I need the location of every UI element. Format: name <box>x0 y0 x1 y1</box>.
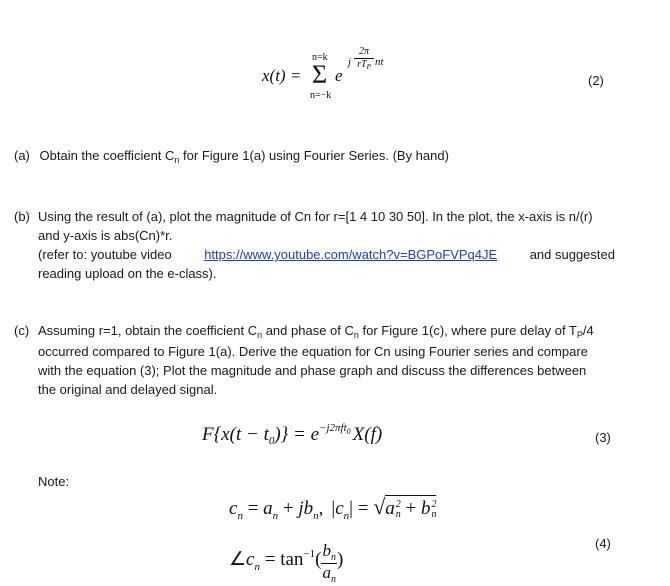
part-c-l1-sub3: P <box>576 330 583 340</box>
eq4-rad-b-scripts <box>431 500 436 520</box>
equation-4-number: (4) <box>595 536 611 551</box>
exp-den-sub: P <box>366 63 371 71</box>
youtube-link[interactable]: https://www.youtube.com/watch?v=BGPoFVPq4JE <box>204 247 498 262</box>
eq4-sqrt: √ <box>373 494 386 519</box>
exp-den-text: rT <box>357 59 367 70</box>
part-c-label: (c) <box>14 323 30 338</box>
equation-2 <box>262 46 402 102</box>
eq4-rad-a-sub: n <box>395 508 401 520</box>
eq4-rad-b-sub: n <box>431 508 437 520</box>
equation-4-line1 <box>229 494 436 528</box>
part-b-label: (b) <box>14 209 30 224</box>
part-b-line4: reading upload on the e-class). <box>38 266 217 281</box>
part-c-line1 <box>38 321 618 342</box>
eq4-a-sub: n <box>272 510 279 522</box>
eq4-paren-close: ) <box>336 548 344 570</box>
eq4-angle-c: c <box>246 548 255 570</box>
part-b-line3-pre: (refer to: youtube video <box>38 247 172 262</box>
eq4-equals: = <box>242 498 264 519</box>
eq4-equals-3: = <box>259 548 281 570</box>
eq4-frac-b-sub: n <box>330 552 336 563</box>
equation-4-line2 <box>229 536 343 585</box>
part-c-l1-sub1: n <box>257 330 263 340</box>
eq4-c: c <box>229 498 238 519</box>
eq4-c-sub: n <box>237 510 243 522</box>
part-a-text-post: for Figure 1(a) using Fourier Series. (By hand) <box>179 148 449 163</box>
part-a-label: (a) <box>14 148 30 163</box>
exp-denominator <box>354 59 374 71</box>
eq4-rad-a: a <box>385 498 395 519</box>
eq4-rad-a-sup: 2 <box>395 498 401 510</box>
exp-fraction <box>354 46 374 71</box>
part-c-line2: occurred compared to Figure 1(a). Derive the equation for Cn using Fourier series and compare <box>38 344 588 359</box>
eq4-plus: + <box>278 498 299 519</box>
eq4-fraction <box>321 542 337 585</box>
part-a-sub: n <box>174 155 180 165</box>
part-c-l1-c: for Figure 1(c), where pure delay of T <box>358 323 577 338</box>
part-b-line3 <box>38 245 615 264</box>
sum-symbol: Σ <box>312 60 328 89</box>
part-c-l1-d: /4 <box>582 323 594 338</box>
eq4-abs-c-sub: n <box>343 510 350 522</box>
eq4-tan-inverse: −1 <box>303 547 316 560</box>
equation-3-exp <box>319 422 351 434</box>
exp-numerator: 2π <box>354 46 374 59</box>
eq4-rad-b: b <box>420 498 431 519</box>
equation-3-exp-text: −j2πft <box>319 422 347 434</box>
sum-upper-limit: n=k <box>312 52 328 63</box>
eq4-jb-sub: n <box>313 510 319 522</box>
eq4-abs-open: | <box>331 498 336 519</box>
part-b-body <box>38 207 618 283</box>
eq4-abs-c: c <box>335 498 344 519</box>
eq4-equals-2: = <box>352 498 374 519</box>
eq4-comma: , <box>318 498 324 519</box>
part-b-line2: and y-axis is abs(Cn)*r. <box>38 228 173 243</box>
exp-j: j <box>348 56 352 68</box>
eq4-frac-a: a <box>322 563 331 582</box>
exp-base: e <box>335 66 343 85</box>
eq4-angle: ∠ <box>229 548 247 570</box>
part-b-line3-post: and suggested <box>529 247 615 262</box>
part-c-l1-b: and phase of C <box>262 323 354 338</box>
eq4-frac-num <box>321 542 337 564</box>
part-c-l1-a: Assuming r=1, obtain the coefficient C <box>38 323 258 338</box>
part-a <box>14 146 449 167</box>
exp-suffix: nt <box>375 56 384 68</box>
eq4-a: a <box>263 498 273 519</box>
eq4-angle-c-sub: n <box>254 560 260 573</box>
eq4-abs-close: | <box>349 498 353 519</box>
part-c-line4: the original and delayed signal. <box>38 382 218 397</box>
part-c-line3: with the equation (3); Plot the magnitude and phase graph and discuss the differences between <box>38 363 587 378</box>
eq4-rad-plus: + <box>400 498 421 519</box>
part-c-l1-sub2: n <box>353 330 359 340</box>
equation-3-number: (3) <box>595 430 611 445</box>
eq4-tan: tan <box>280 548 304 570</box>
part-b-line1: Using the result of (a), plot the magnitude of Cn for r=[1 4 10 30 50]. In the plot, the x-axis is n/(r) <box>38 209 593 224</box>
equation-3-lhs-end: )} = e <box>274 424 320 445</box>
eq4-frac-b: b <box>322 541 331 560</box>
equation-3-lhs: F{x(t − t <box>202 424 269 445</box>
eq4-frac-den <box>321 564 337 585</box>
equation-2-lhs: x(t) = <box>262 66 302 85</box>
sum-lower-limit: n=−k <box>310 90 332 101</box>
eq4-paren-open: ( <box>315 548 322 570</box>
equation-3-rhs: X(f) <box>352 424 383 445</box>
equation-3-lhs-sub: 0 <box>268 435 275 447</box>
eq4-radicand <box>385 495 436 519</box>
equation-3-exp-sub: 0 <box>346 427 351 436</box>
part-a-text-pre: Obtain the coefficient C <box>39 148 175 163</box>
eq4-rad-b-sup: 2 <box>431 498 437 510</box>
equation-3 <box>202 424 382 446</box>
equation-2-number: (2) <box>588 73 604 88</box>
note-label: Note: <box>38 474 70 489</box>
part-c-body <box>38 321 618 399</box>
eq4-frac-a-sub: n <box>330 574 336 585</box>
eq4-jb: jb <box>298 498 314 519</box>
